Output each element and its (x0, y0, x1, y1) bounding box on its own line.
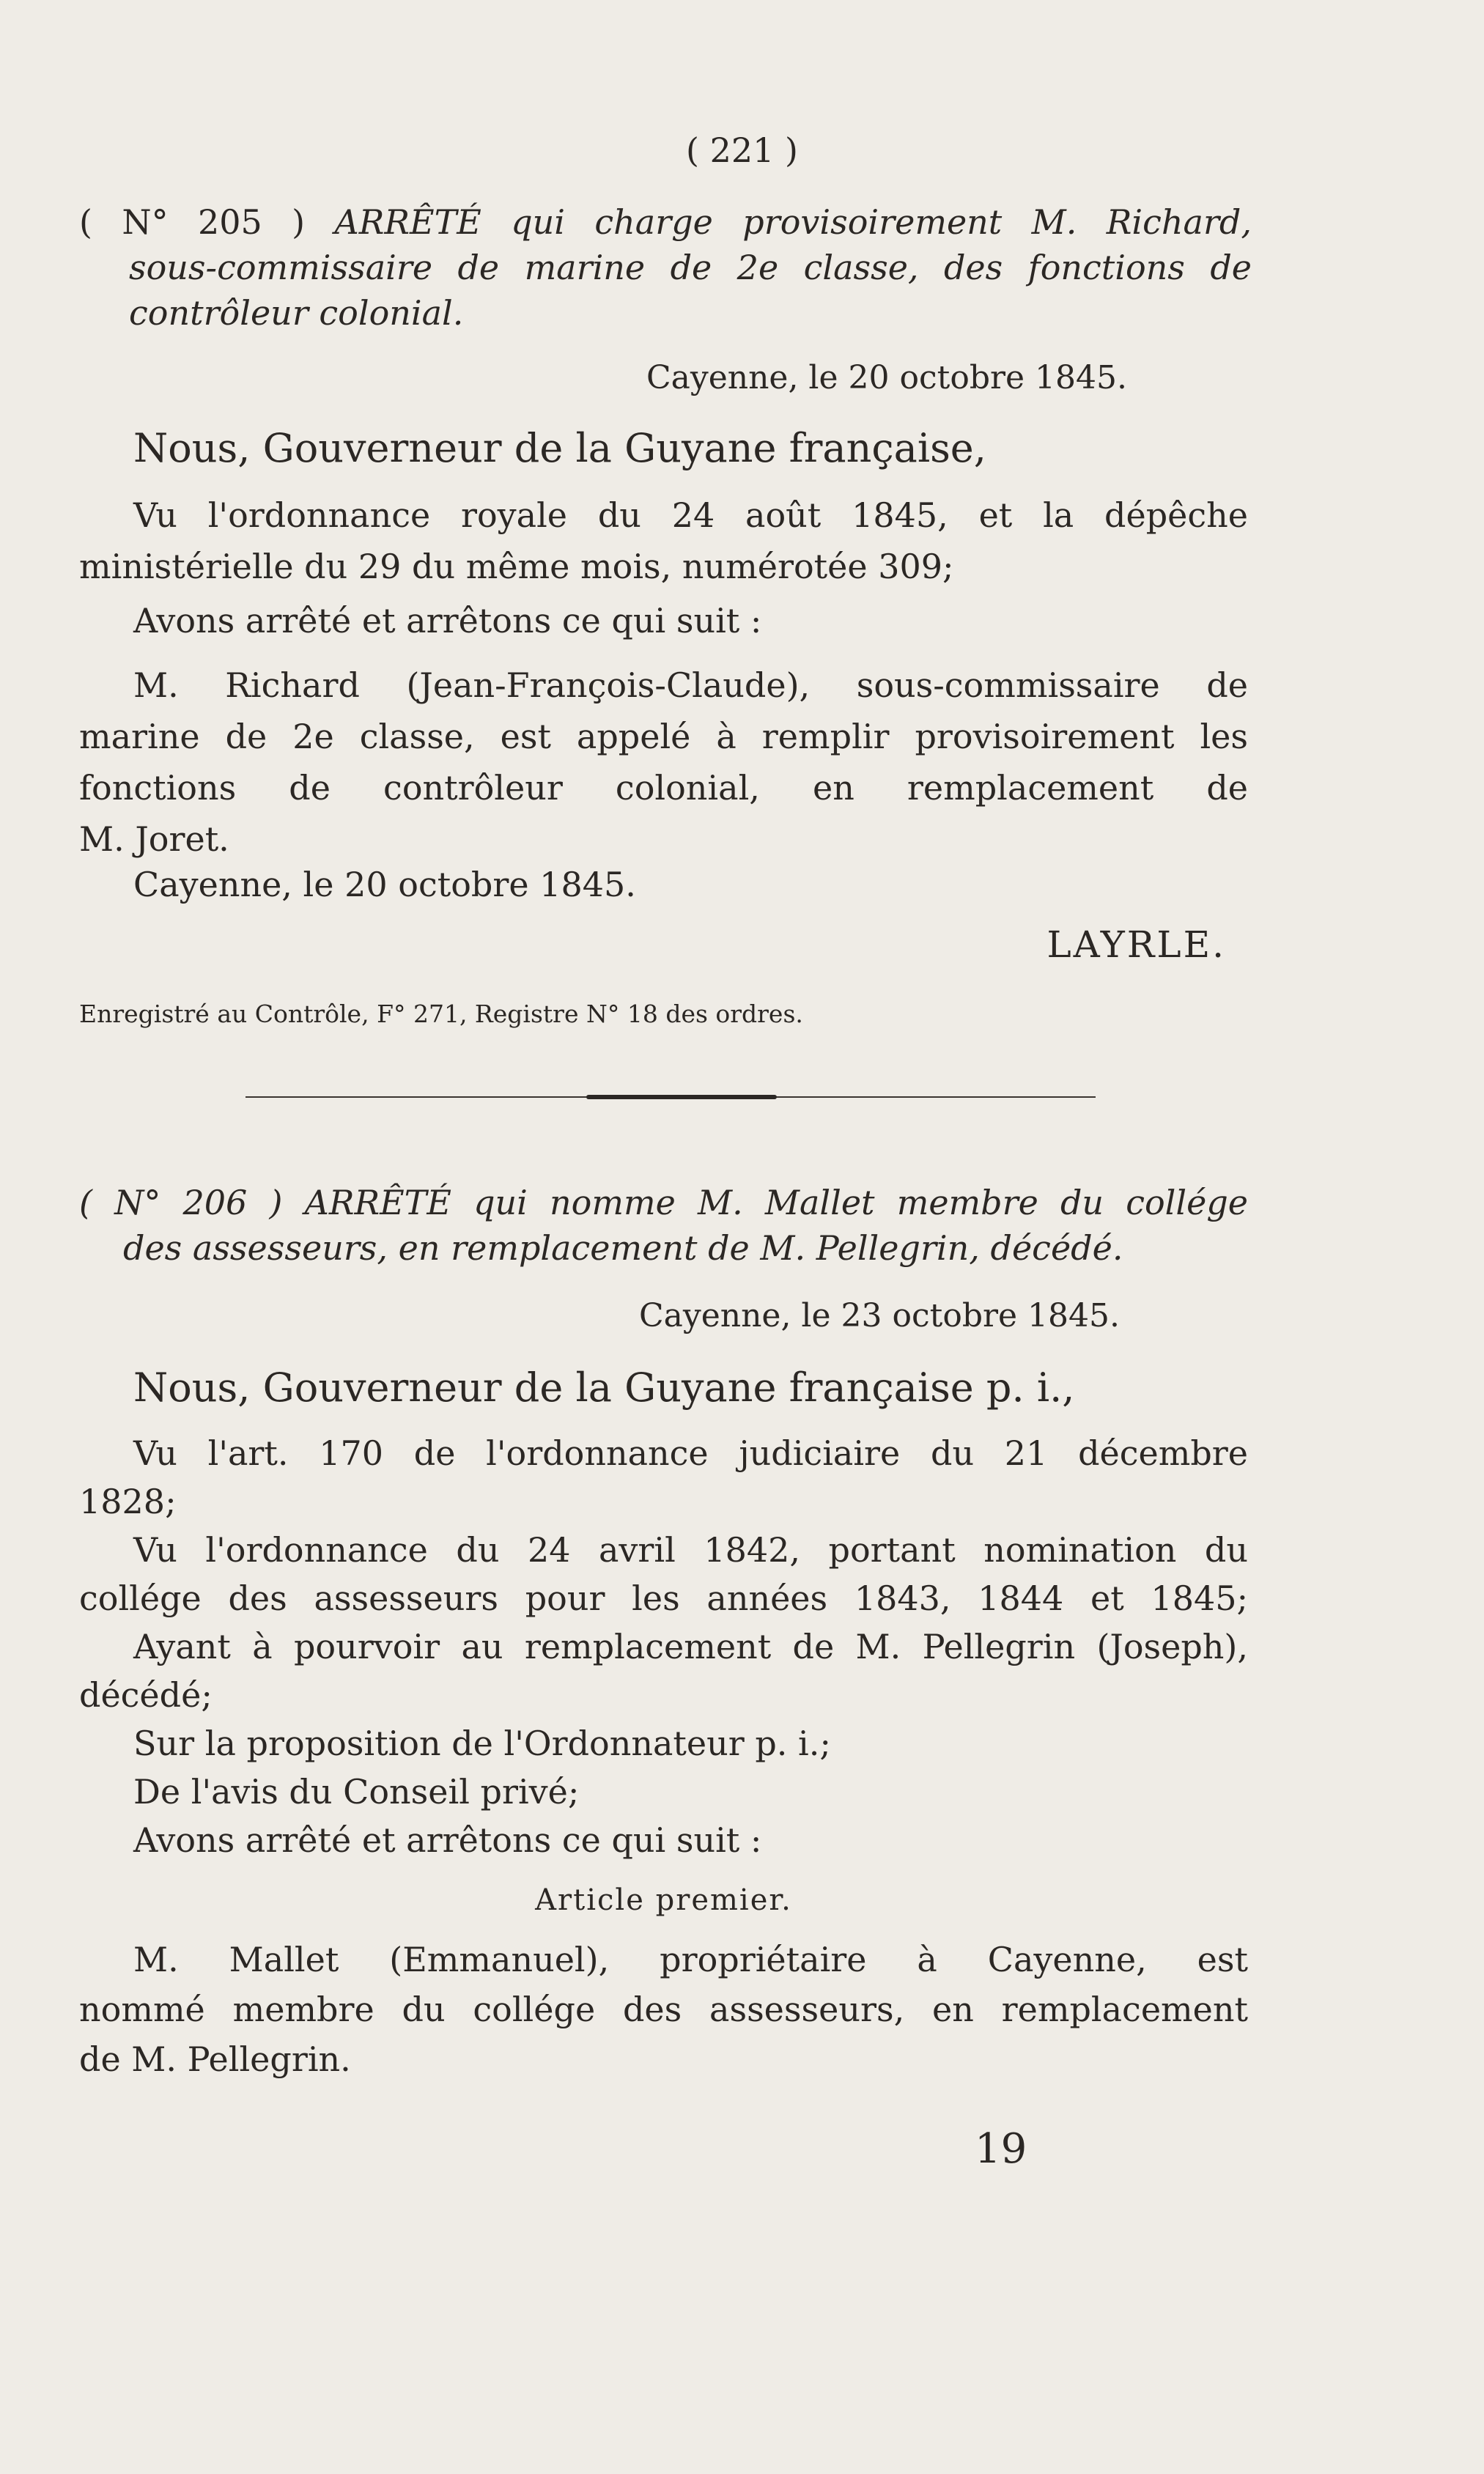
text-line: décédé; (79, 1675, 213, 1715)
text-line: Vu l'ordonnance royale du 24 août 1845, et la dépêche (133, 495, 1248, 535)
text-line: Avons arrêté et arrêtons ce qui suit : (133, 1820, 762, 1860)
decree-206-considerations (79, 1429, 1248, 1864)
text-line: Ayant à pourvoir au remplacement de M. Pellegrin (Joseph), (133, 1627, 1248, 1666)
text-line: nommé membre du collége des assesseurs, en remplacement (79, 1990, 1248, 2029)
decree-205-vu (79, 490, 1248, 592)
decree-205-article (79, 660, 1248, 865)
decree-205-dateline: Cayenne, le 20 octobre 1845. (646, 359, 1127, 396)
text-line: De l'avis du Conseil privé; (133, 1772, 580, 1812)
section-divider-accent (586, 1095, 777, 1099)
decree-206-heading-line: ( N° 206 ) ARRÊTÉ qui nomme M. Mallet membre du collége (79, 1183, 1248, 1222)
decree-205-heading-line: sous-commissaire de marine de 2e classe, des fonctions de (129, 248, 1252, 287)
decree-205-heading-line: contrôleur colonial. (129, 293, 464, 333)
decree-205-signature: LAYRLE. (1046, 923, 1226, 966)
decree-206-heading-line: des assesseurs, en remplacement de M. Pellegrin, décédé. (123, 1228, 1123, 1268)
decree-206-article (79, 1935, 1248, 2084)
text-line: M. Joret. (79, 819, 229, 859)
decree-205-avons: Avons arrêté et arrêtons ce qui suit : (133, 601, 762, 640)
decree-206-dateline: Cayenne, le 23 octobre 1845. (638, 1297, 1120, 1334)
text-line: fonctions de contrôleur colonial, en remplacement de (79, 768, 1248, 808)
text-line: Vu l'art. 170 de l'ordonnance judiciaire du 21 décembre (133, 1433, 1248, 1473)
decree-205-registration: Enregistré au Contrôle, F° 271, Registre N° 18 des ordres. (79, 1000, 803, 1028)
decree-205-heading-line (79, 199, 1252, 245)
decree-206-heading (79, 1180, 1248, 1271)
text-line: ministérielle du 29 du même mois, numérotée 309; (79, 547, 954, 586)
text-line: 1828; (79, 1482, 177, 1521)
decree-205-closing-date: Cayenne, le 20 octobre 1845. (133, 865, 636, 904)
text-line: M. Mallet (Emmanuel), propriétaire à Cayenne, est (133, 1940, 1248, 1979)
text-line: M. Richard (Jean-François-Claude), sous-commissaire de (133, 665, 1248, 705)
decree-206-preamble: Nous, Gouverneur de la Guyane française p. i., (133, 1365, 1075, 1411)
decree-205-number: ( N° 205 ) (79, 202, 306, 242)
page-number: ( 221 ) (686, 130, 798, 170)
decree-205-preamble: Nous, Gouverneur de la Guyane française, (133, 425, 986, 471)
text-line: Vu l'ordonnance du 24 avril 1842, portant nomination du (133, 1530, 1248, 1570)
article-heading: Article premier. (535, 1883, 792, 1917)
text-line: collége des assesseurs pour les années 1843, 1844 et 1845; (79, 1578, 1248, 1618)
text-line: Sur la proposition de l'Ordonnateur p. i.; (133, 1724, 831, 1763)
decree-205-heading (79, 199, 1252, 336)
text-line: marine de 2e classe, est appelé à remplir provisoirement les (79, 717, 1248, 756)
text-line: de M. Pellegrin. (79, 2039, 351, 2079)
decree-205-title: ARRÊTÉ qui charge provisoirement M. Richard, (334, 202, 1252, 242)
signature-mark: 19 (975, 2125, 1027, 2173)
